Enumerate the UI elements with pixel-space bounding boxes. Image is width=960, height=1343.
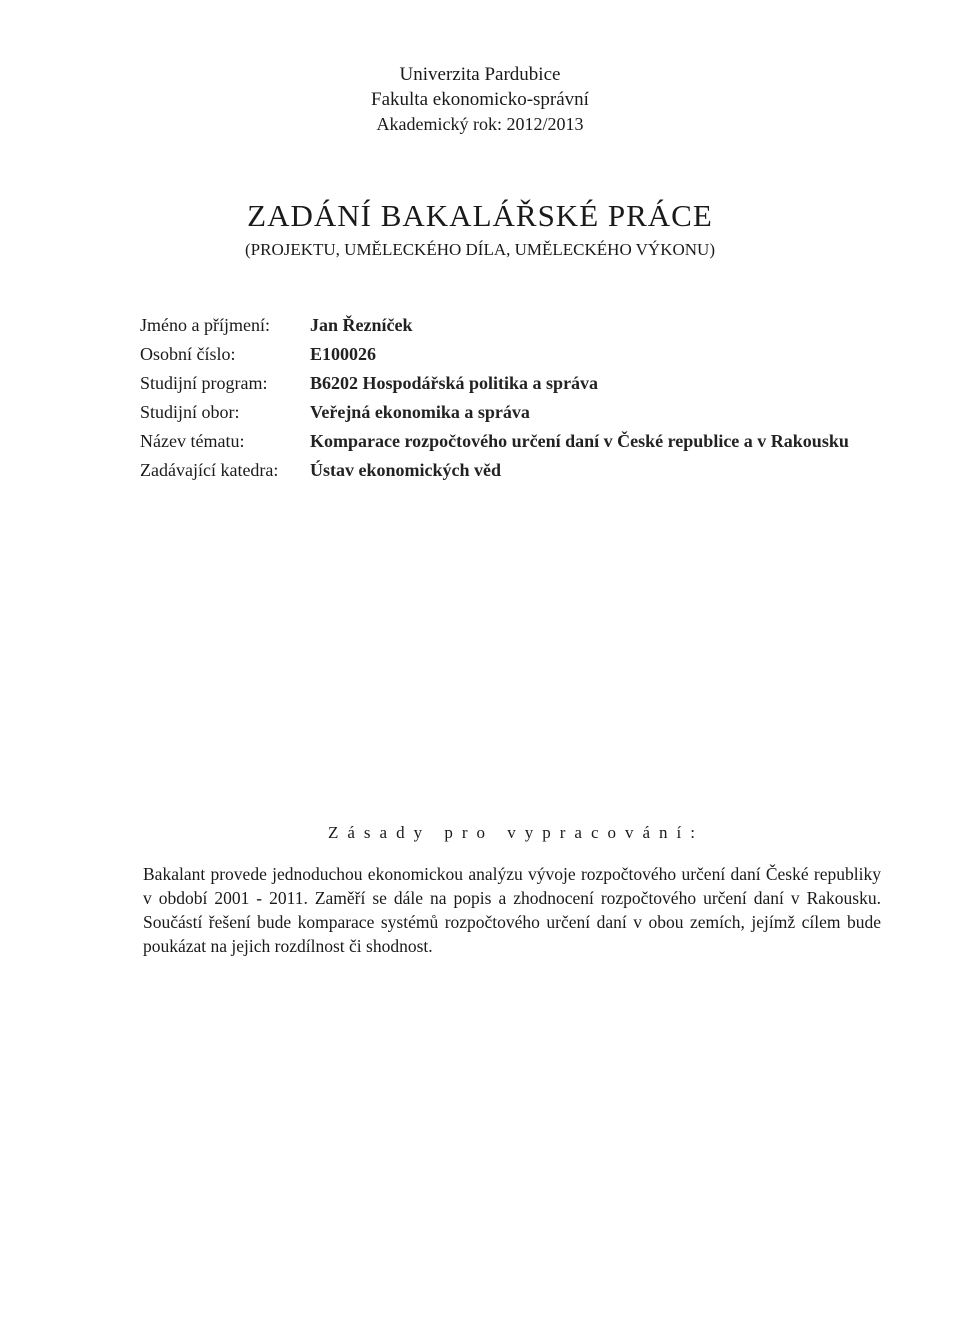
academic-year: Akademický rok: 2012/2013 [376, 114, 584, 134]
field-label: Jméno a příjmení: [140, 315, 270, 335]
document-title: ZADÁNÍ BAKALÁŘSKÉ PRÁCE [247, 198, 713, 233]
field-label: Studijní program: [140, 373, 268, 393]
faculty-name: Fakulta ekonomicko-správní [371, 89, 589, 110]
student-info [140, 313, 885, 487]
field-row-department [140, 458, 885, 482]
field-label: Zadávající katedra: [140, 460, 279, 480]
field-value: Veřejná ekonomika a správa [310, 402, 530, 422]
field-value: E100026 [310, 344, 377, 364]
guidelines-heading: Zásady pro vypracování: [328, 823, 704, 842]
field-value: Ústav ekonomických věd [310, 460, 502, 480]
field-label: Název tématu: [140, 431, 245, 451]
field-row-name [140, 313, 885, 337]
field-label: Studijní obor: [140, 402, 240, 422]
header [0, 62, 960, 137]
university-name: Univerzita Pardubice [399, 64, 561, 85]
guidelines-text: Bakalant provede jednoduchou ekonomickou analýzu vývoje rozpočtového určení daní České republiky v období 2001 - 2011. Zaměří se dále na popis a zhodnocení rozpočtového určení daní v Rakousku. Součástí řešení bude komparace systémů rozpočtového určení daní v obou zemích, jejímž cílem bude poukázat na jejich rozdílnost či shodnost. [143, 864, 881, 956]
field-value: B6202 Hospodářská politika a správa [310, 373, 599, 393]
field-row-field [140, 400, 885, 424]
field-label: Osobní číslo: [140, 344, 236, 364]
field-value: Komparace rozpočtového určení daní v České republice a v Rakousku [310, 431, 849, 451]
field-row-id [140, 342, 885, 366]
field-row-topic [140, 429, 885, 453]
field-value: Jan Řezníček [310, 315, 413, 335]
document-subtitle: (PROJEKTU, UMĚLECKÉHO DÍLA, UMĚLECKÉHO VÝKONU) [245, 240, 715, 259]
field-row-program [140, 371, 885, 395]
